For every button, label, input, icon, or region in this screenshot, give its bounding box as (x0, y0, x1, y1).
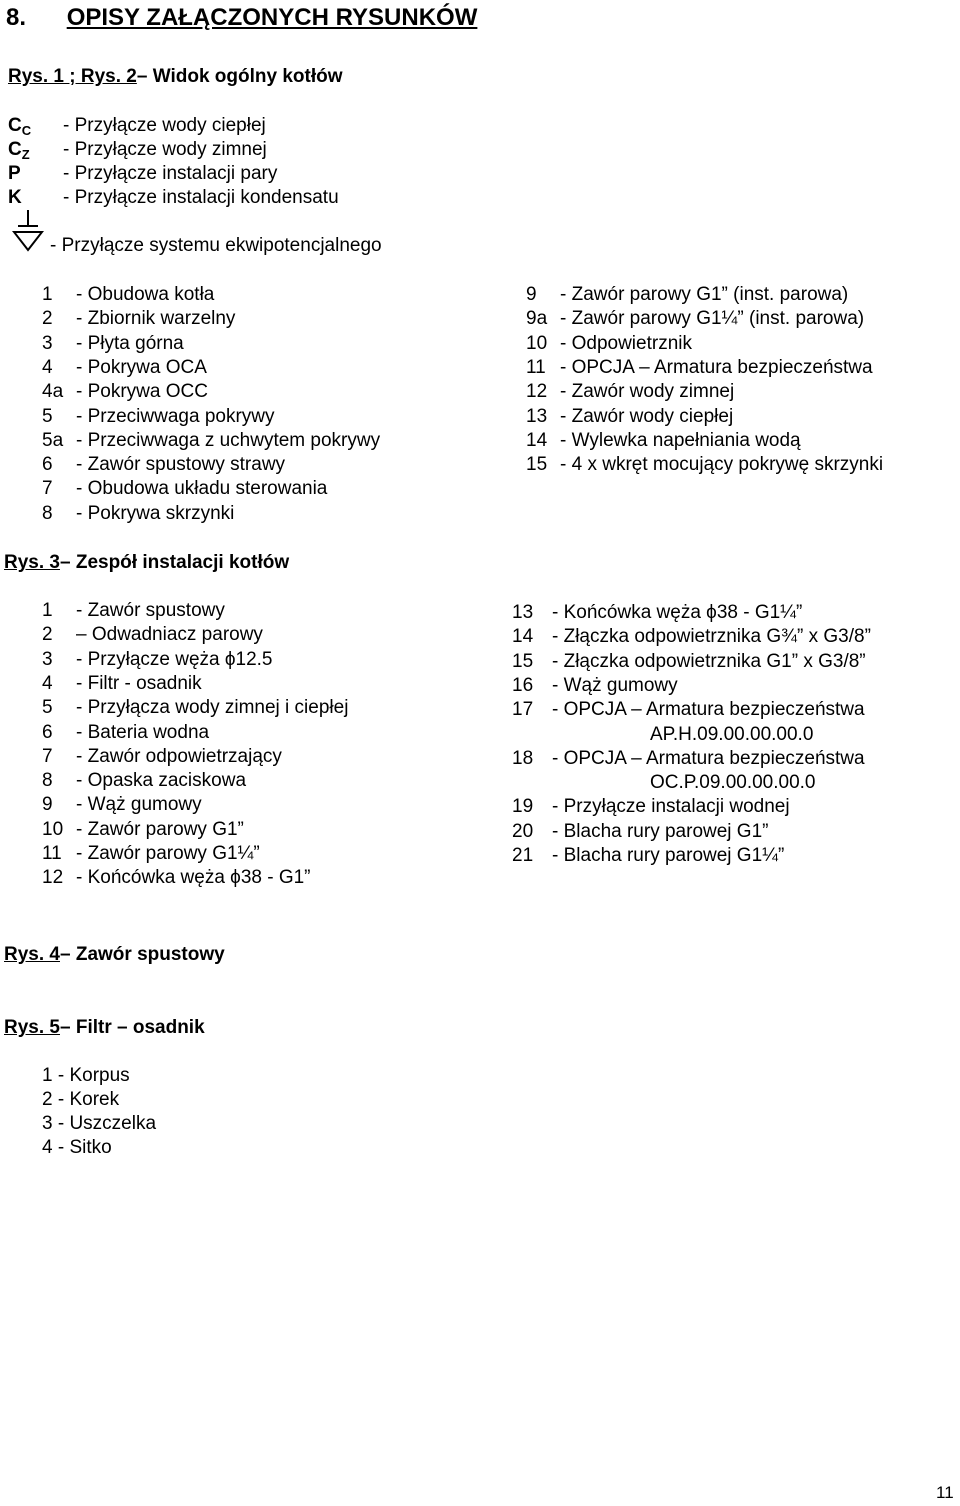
fig3-dash: – (59, 552, 71, 573)
item-text: - Pokrywa OCC (76, 381, 208, 403)
item-number: 11 (526, 356, 546, 378)
connection-row (8, 115, 266, 138)
fig4-dash: – (59, 944, 71, 965)
item-number: 6 (42, 454, 53, 476)
item-number: 19 (512, 796, 534, 818)
item-text: - Blacha rury parowej G1” (552, 820, 769, 842)
fig12-label: Rys. 1 ; Rys. 2 (8, 66, 137, 87)
equipotential-ground-icon (12, 208, 44, 252)
item-text: OC.P.09.00.00.00.0 (650, 772, 816, 794)
connection-subscript: Z (21, 147, 30, 162)
item-number: 13 (512, 602, 534, 623)
item-text: - Zawór parowy G1” (inst. parowa) (560, 284, 849, 305)
item-text: - OPCJA – Armatura bezpieczeństwa (552, 747, 865, 769)
item-number: 15 (512, 650, 534, 672)
item-text: - Końcówka węża ϕ38 - G1” (76, 867, 311, 889)
page-heading (6, 6, 477, 30)
item-number: 4 (42, 672, 53, 694)
item-number: 9 (42, 794, 53, 816)
item-number: 14 (512, 626, 534, 648)
item-number: 4a (42, 381, 64, 403)
item-number: 20 (512, 820, 534, 842)
connection-symbol: C (8, 115, 22, 136)
connection-symbol: C (8, 139, 22, 160)
connection-row (8, 139, 267, 162)
connection-row (8, 163, 278, 184)
item-number: 4 (42, 356, 53, 378)
item-text: - Przyłącze węża ϕ12.5 (76, 648, 273, 670)
item-number: 9a (526, 308, 548, 330)
fig3-label: Rys. 3 (4, 552, 60, 573)
connection-subscript: C (21, 123, 32, 138)
heading-title: OPISY ZAŁĄCZONYCH RYSUNKÓW (66, 4, 478, 31)
connection-desc: - Przyłącze wody ciepłej (63, 115, 266, 136)
item-number: 5 (42, 405, 53, 427)
fig3-title: Zespół instalacji kotłów (70, 552, 290, 573)
item-text: - Końcówka węża ϕ38 - G1¼” (552, 602, 803, 623)
item-text: - Zawór parowy G1¼” (inst. parowa) (560, 308, 865, 330)
fig5-title: Filtr – osadnik (70, 1017, 205, 1038)
page-number: 11 (936, 1483, 954, 1502)
connection-symbol: P (8, 163, 21, 184)
item-text: - Bateria wodna (76, 721, 210, 743)
fig4-caption (4, 945, 225, 964)
item-number: 11 (42, 843, 62, 864)
item-text: - Zawór spustowy (76, 600, 225, 621)
fig5-label: Rys. 5 (4, 1017, 60, 1038)
item-text: - Zbiornik warzelny (76, 308, 236, 330)
item-number: 1 (42, 284, 53, 305)
item-number: 2 (42, 308, 53, 330)
item-number: 13 (526, 405, 548, 427)
fig4-label: Rys. 4 (4, 944, 60, 965)
fig3-caption (4, 553, 289, 572)
item-number: 17 (512, 699, 534, 721)
item-number: 5 (42, 697, 53, 719)
connection-symbol: K (8, 187, 22, 208)
item-text: - Zawór wody zimnej (560, 381, 735, 403)
connection-row (8, 187, 339, 208)
fig5-caption (4, 1018, 205, 1037)
item-text: - Przeciwwaga z uchwytem pokrywy (76, 429, 381, 451)
list-item: 2 - Korek (42, 1089, 120, 1110)
item-text: - Wylewka napełniania wodą (560, 429, 801, 451)
item-text: - Zawór wody ciepłej (560, 405, 734, 427)
fig4-title: Zawór spustowy (70, 944, 225, 965)
item-text: - Przeciwwaga pokrywy (76, 405, 275, 427)
ground-desc (50, 236, 382, 255)
item-number: 12 (42, 867, 64, 889)
list-item: 4 - Sitko (42, 1137, 112, 1158)
item-number: 3 (42, 648, 53, 670)
item-number: 18 (512, 747, 534, 769)
item-number: 8 (42, 770, 53, 792)
item-number: 14 (526, 429, 548, 451)
item-number: 2 (42, 624, 53, 646)
item-number: 10 (526, 332, 548, 354)
item-text: - Zawór spustowy strawy (76, 454, 286, 476)
item-text: - Złączka odpowietrznika G¾” x G3/8” (552, 626, 871, 648)
item-text: - Przyłącza wody zimnej i ciepłej (76, 697, 349, 719)
connection-desc: - Przyłącze wody zimnej (63, 139, 267, 160)
item-text: - OPCJA – Armatura bezpieczeństwa (552, 699, 865, 721)
item-number: 7 (42, 478, 53, 500)
item-text: - Zawór parowy G1¼” (76, 843, 260, 864)
item-text: - Pokrywa skrzynki (76, 502, 235, 524)
item-number: 5a (42, 429, 64, 451)
item-text: - Wąż gumowy (552, 674, 678, 696)
item-text: - Zawór parowy G1” (76, 818, 244, 840)
item-number: 15 (526, 454, 548, 476)
item-text: - OPCJA – Armatura bezpieczeństwa (560, 356, 873, 378)
list-item: 3 - Uszczelka (42, 1113, 157, 1134)
item-text: – Odwadniacz parowy (76, 624, 263, 646)
item-text: - Filtr - osadnik (76, 672, 202, 694)
item-number: 6 (42, 721, 53, 743)
item-text: - Opaska zaciskowa (76, 770, 247, 792)
item-number: 16 (512, 674, 534, 696)
item-number: 8 (42, 502, 53, 524)
item-text: - 4 x wkręt mocujący pokrywę skrzynki (560, 454, 884, 476)
item-number: 7 (42, 745, 53, 767)
item-text: - Zawór odpowietrzający (76, 745, 282, 767)
item-text: - Obudowa kotła (76, 284, 215, 305)
item-number: 21 (512, 845, 534, 866)
connection-desc: - Przyłącze instalacji kondensatu (63, 187, 339, 208)
item-text: - Obudowa układu sterowania (76, 478, 328, 500)
item-number: 10 (42, 818, 64, 840)
fig12-caption (8, 67, 343, 86)
item-text: - Odpowietrznik (560, 332, 692, 354)
item-number: 12 (526, 381, 548, 403)
item-text: - Blacha rury parowej G1¼” (552, 845, 785, 866)
connection-desc: - Przyłącze instalacji pary (63, 163, 278, 184)
item-number: 3 (42, 332, 53, 354)
item-text: - Wąż gumowy (76, 794, 202, 816)
fig5-dash: – (59, 1017, 71, 1038)
fig12-dash: – (136, 66, 148, 87)
item-number: 1 (42, 600, 53, 621)
list-item: 1 - Korpus (42, 1065, 130, 1086)
ground-desc-text: - Przyłącze systemu ekwipotencjalnego (50, 235, 382, 256)
item-text: - Pokrywa OCA (76, 356, 207, 378)
item-text: AP.H.09.00.00.00.0 (650, 723, 814, 745)
item-text: - Złączka odpowietrznika G1” x G3/8” (552, 650, 866, 672)
heading-number: 8. (6, 4, 27, 31)
item-text: - Przyłącze instalacji wodnej (552, 796, 790, 818)
item-text: - Płyta górna (76, 332, 184, 354)
fig12-title: Widok ogólny kotłów (147, 66, 343, 87)
item-number: 9 (526, 284, 537, 305)
